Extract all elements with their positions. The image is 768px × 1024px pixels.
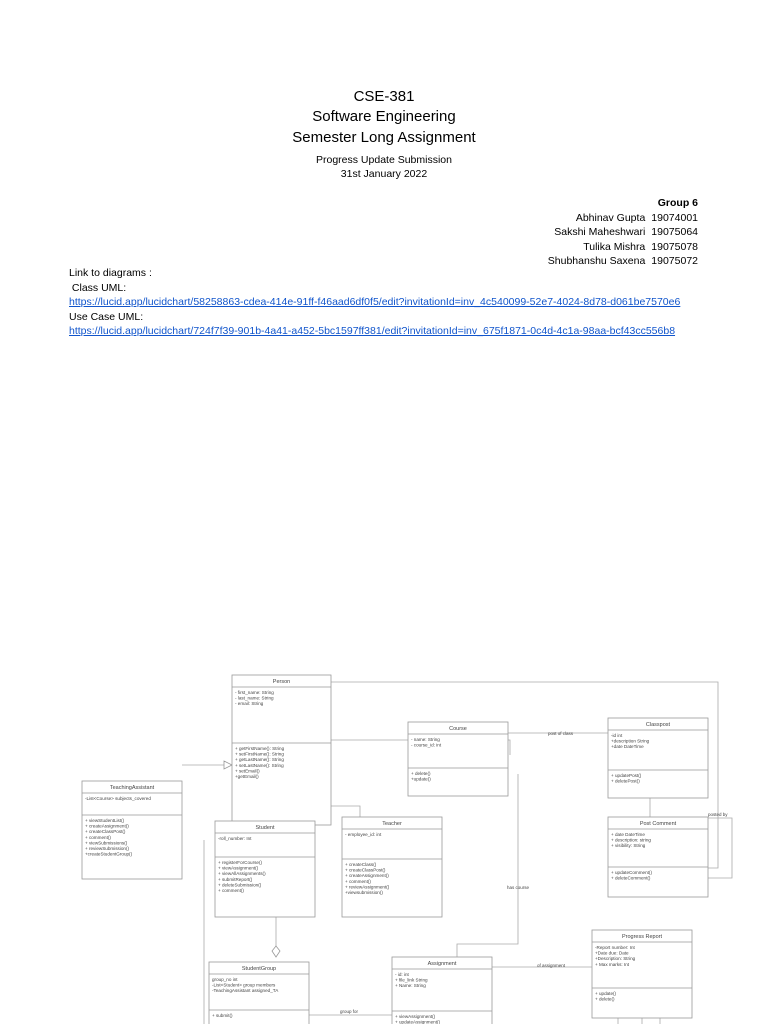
uml-class-name: StudentGroup [241,966,277,972]
uml-attribute: + Max marks: Int [595,961,630,967]
uml-method: + setFirstName(): String [235,751,284,757]
uml-method: + viewStudentList() [85,818,125,823]
rel-label-post-of-class: post of class [548,731,574,736]
uml-class-classpost [608,718,708,798]
member-name: Abhinav Gupta [575,211,646,224]
uml-class-assignment [392,957,492,1024]
uml-attribute: +description String [611,738,650,744]
uml-class-name: TeachingAssistant [109,785,155,791]
uml-attribute: - last_name: String [235,695,274,701]
uml-attribute: -roll_number: Int [218,836,252,841]
uml-class-name: Progress Report [621,934,663,940]
uml-method: + createClassPost() [85,829,126,835]
member-roll: 19075064 [651,226,698,238]
member-row [548,225,698,240]
member-roll: 19074001 [651,211,698,224]
diagram-links [69,266,680,339]
uml-class-postcomment [608,817,708,897]
uml-method: + comment() [85,834,111,840]
class-uml-label: Class UML: [69,281,127,294]
uml-method: + reviewAssignment() [345,884,390,890]
group-info [548,196,698,269]
course-code: CSE-381 [353,88,415,105]
use-case-link[interactable]: https://lucid.app/lucidchart/724f7f39-901b-4a41-a452-5bc1597ff381/edit?invitationId=inv_675f1871-0c4d-4c1a-98aa-bcf43cc556b8 [69,325,676,337]
uml-method: +update() [411,776,431,782]
uml-attribute: - email: String [235,701,264,707]
uml-method: + viewAssignment() [218,865,259,871]
uml-attribute: + visibility: String [611,843,646,849]
rel-label-posted-by: posted by [708,812,728,817]
uml-attribute: group_no int [212,977,238,982]
member-row [548,211,698,226]
uml-attribute: -id int [611,733,623,738]
uml-class-ta [82,781,182,879]
uml-method: + createAssignment() [85,823,129,829]
members-table [548,211,698,269]
uml-method: + submitReport() [218,876,253,882]
submission-date: 31st January 2022 [340,168,428,180]
uml-method: + viewSubmissions() [85,840,128,846]
use-case-label: Use Case UML: [69,310,144,323]
links-heading: Link to diagrams : [69,267,152,279]
uml-class-name: Post Comment [639,821,677,827]
uml-class-name: Assignment [427,961,457,967]
member-name: Tulika Mishra [583,240,646,253]
uml-attribute: + Name: String [395,983,426,989]
uml-class-name: Student [255,825,275,831]
uml-method: + createClassPost() [345,867,386,873]
uml-class-name: Course [449,726,467,732]
uml-method: + viewAssignment() [395,1014,436,1019]
uml-method: + comment() [345,878,371,884]
class-uml-link[interactable]: https://lucid.app/lucidchart/58258863-cdea-414e-91ff-f46aad6df0f5/edit?invitationId=inv_4c540099-52e7-4024-8d78-d061be7570e6 [69,296,681,308]
uml-method: + comment() [218,888,244,893]
uml-method: + setLastName(): String [235,762,284,768]
uml-attribute: + date DateTime [611,832,645,837]
class-diagram [0,660,768,1024]
uml-method: + reviewSubmission() [85,846,130,851]
uml-attribute: +Description: String [595,956,636,962]
uml-attribute: - first_name: String [235,690,274,695]
uml-method: + getFirstName(): String [235,746,285,751]
member-name: Shubhanshu Saxena [547,255,646,267]
uml-method: +getEmail() [235,774,259,779]
uml-class-course [408,722,508,796]
uml-method: + deletePost() [611,778,640,784]
uml-method: + delete() [411,771,431,776]
uml-method: + delete() [595,996,615,1002]
uml-method: + viewAllAssignments() [218,871,266,877]
member-name: Sakshi Maheshwari [554,226,646,238]
uml-class-name: Teacher [382,821,402,827]
course-name: Software Engineering [312,108,456,125]
uml-attribute: - name: String [411,737,440,742]
uml-attribute: + file_link String [395,977,428,983]
uml-method: + update() [595,991,617,996]
uml-method: + deleteComment() [611,875,651,881]
uml-class-studentgroup [209,962,309,1024]
uml-attribute: + description: string [611,837,651,843]
uml-method: + registerForCourse() [218,860,263,865]
uml-attribute: - course_id: int [411,742,442,748]
uml-method: + createAssignment() [345,873,389,879]
uml-class-name: Person [272,679,291,685]
uml-class-name: Classpost [645,722,671,728]
uml-attribute: +date DateTime [611,744,644,750]
uml-method: +viewsubmission() [345,890,383,895]
uml-method: + submit() [212,1013,233,1018]
uml-method: + setEmail() [235,768,260,774]
uml-class-progressreport [592,930,692,1018]
rel-label-of-assignment: of assignment [537,963,566,968]
uml-attribute: +Date due: Date [595,950,629,956]
uml-attribute: - employee_id: int [345,832,382,837]
uml-class-person [232,675,331,825]
uml-class-student [215,821,315,917]
uml-attribute: -List<Course> subjects_covered [85,796,151,801]
member-row [548,240,698,255]
uml-method: + getLastName(): String [235,757,284,763]
member-roll: 19075078 [651,240,698,253]
uml-attribute: -Report number: Int [595,945,635,950]
member-roll: 19075072 [651,255,698,267]
submission-type: Progress Update Submission [316,154,452,166]
uml-attribute: - id: int [395,972,409,977]
uml-class-teacher [342,817,442,917]
uml-method: + updateComment() [611,870,652,875]
assignment-title: Semester Long Assignment [292,129,476,146]
rel-label-has-course: has course [507,885,530,890]
uml-attribute: -TeachingAssistant assigned_TA [212,988,279,994]
uml-method: + createClass() [345,862,377,867]
rel-label-group-for: group for [340,1009,359,1014]
uml-method: + updateAssignment() [395,1019,441,1024]
group-title: Group 6 [657,197,698,209]
uml-attribute: -List<Student> group members [212,982,276,988]
uml-method: + updatePost() [611,773,642,778]
uml-method: +createStudentGroup() [85,851,133,857]
uml-method: + deleteSubmission() [218,882,262,888]
